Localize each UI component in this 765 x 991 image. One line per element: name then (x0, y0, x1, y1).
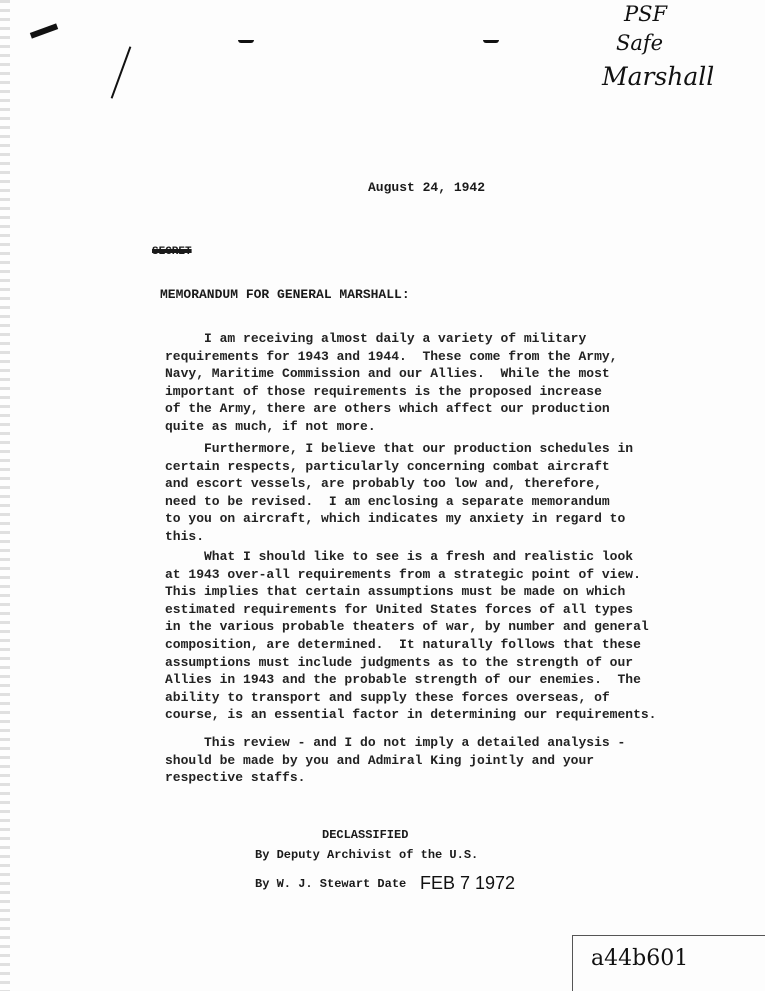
text-line: Navy, Maritime Commission and our Allies. While the most (165, 366, 610, 382)
text-line: This implies that certain assumptions must be made on which (165, 584, 626, 600)
text-line: course, is an essential factor in determining our requirements. (165, 707, 657, 723)
paragraph-1 (165, 330, 617, 436)
paragraph-3 (165, 548, 656, 724)
text-line: to you on aircraft, which indicates my anxiety in regard to (165, 511, 626, 527)
text-line: important of those requirements is the proposed increase (165, 383, 602, 399)
text-line: composition, are determined. It naturally follows that these (165, 636, 641, 652)
memo-date: August 24, 1942 (368, 180, 486, 195)
handwritten-note-line: Marshall (602, 62, 715, 91)
text-line: at 1943 over-all requirements from a strategic point of view. (165, 566, 641, 582)
archive-number: a44b601 (591, 946, 689, 971)
text-line: need to be revised. I am enclosing a separate memorandum (165, 493, 610, 509)
memo-title: MEMORANDUM FOR GENERAL MARSHALL: (160, 287, 410, 302)
text-line: Allies in 1943 and the probable strength of our enemies. The (165, 672, 641, 688)
text-line: assumptions must include judgments as to the strength of our (165, 654, 634, 670)
text-line: requirements for 1943 and 1944. These come from the Army, (165, 348, 618, 364)
handwritten-note-line: PSF (624, 2, 668, 26)
scan-mark (111, 46, 132, 98)
archive-number-box (572, 935, 765, 991)
text-line: respective staffs. (165, 770, 306, 786)
text-line: and escort vessels, are probably too low and, therefore, (165, 476, 602, 492)
text-line: certain respects, particularly concerning combat aircraft (165, 458, 610, 474)
struck-classification: SECRET (152, 246, 192, 258)
declassified-date-stamp: FEB 7 1972 (420, 873, 516, 893)
declassified-by: By W. J. Stewart Date (255, 877, 407, 891)
text-line: quite as much, if not more. (165, 418, 376, 434)
text-line: I am receiving almost daily a variety of military (165, 331, 587, 346)
text-line: of the Army, there are others which affect our production (165, 401, 610, 417)
text-line: this. (165, 528, 205, 544)
paragraph-2 (165, 440, 633, 546)
hole-punch-mark (238, 40, 254, 43)
text-line: ability to transport and supply these forces overseas, of (165, 689, 610, 705)
text-line: What I should like to see is a fresh and realistic look (165, 549, 634, 564)
text-line: Furthermore, I believe that our production schedules in (165, 441, 634, 456)
paragraph-4 (165, 734, 625, 787)
text-line: in the various probable theaters of war, by number and general (165, 619, 649, 635)
declassified-heading: DECLASSIFIED (322, 828, 409, 842)
text-line: estimated requirements for United States forces of all types (165, 601, 634, 617)
scan-edge (0, 0, 10, 991)
text-line: This review - and I do not imply a detailed analysis - (165, 735, 626, 750)
hole-punch-mark (483, 40, 499, 43)
text-line: should be made by you and Admiral King jointly and your (165, 752, 595, 768)
handwritten-note-line: Safe (616, 31, 664, 55)
declassified-authority: By Deputy Archivist of the U.S. (255, 848, 479, 862)
scan-mark (30, 23, 58, 38)
